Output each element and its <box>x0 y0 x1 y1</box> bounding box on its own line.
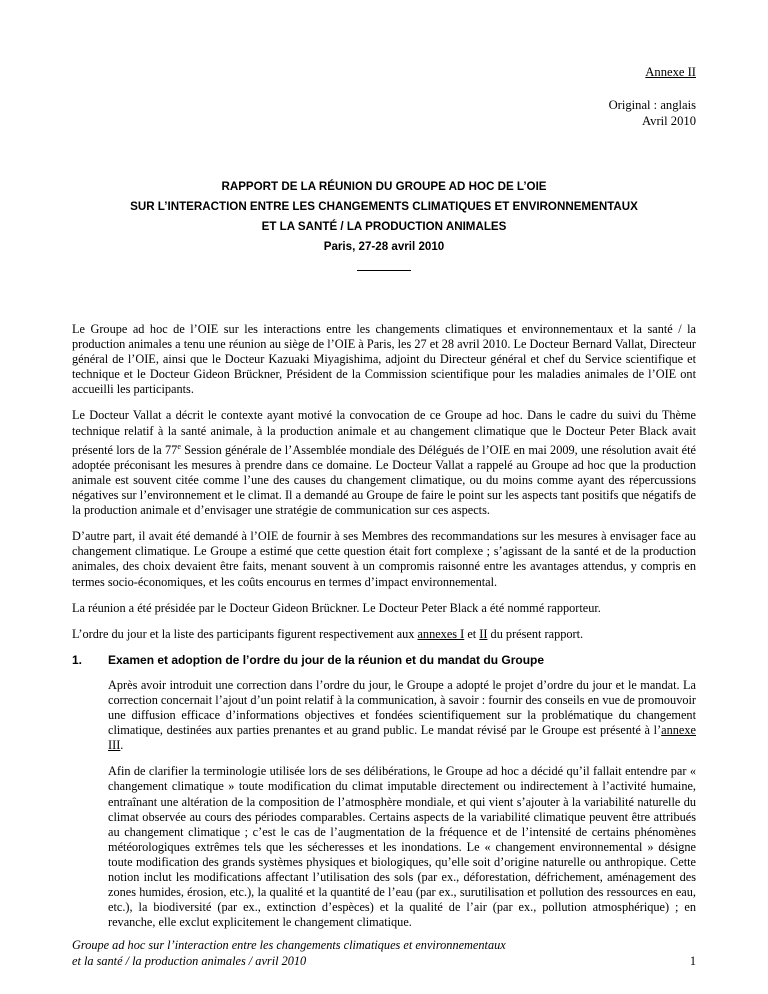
page-footer <box>72 938 696 969</box>
report-title <box>72 177 696 257</box>
title-line-3: ET LA SANTÉ / LA PRODUCTION ANIMALES <box>261 220 507 233</box>
title-line-2: SUR L’INTERACTION ENTRE LES CHANGEMENTS CLIMATIQUES ET ENVIRONNEMENTAUX <box>130 200 638 213</box>
section-1-heading <box>72 653 696 668</box>
paragraph-recommendations: D’autre part, il avait été demandé à l’OIE de fournir à ses Membres des recommandations sur les mesures à envisager face au changement climatique. Le Groupe a estimé que cette question était fort complexe ; s’agissant de la santé et de la production animales, des choix devaient être faits, menant souvent à un compromis raisonné entre les avantages attendus, y compris en termes socio-économiques, et les coûts encourus en termes d’impact environnemental. <box>72 529 696 589</box>
annex-ii-link[interactable]: II <box>479 626 488 641</box>
document-meta <box>609 98 696 129</box>
annex-label: Annexe II <box>645 65 696 79</box>
paragraph-intro: Le Groupe ad hoc de l’OIE sur les interactions entre les changements climatiques et environnementaux et la santé / la production animales a tenu une réunion au siège de l’OIE à Paris, les 27 et 28 avril 2010. Le Docteur Bernard Vallat, Directeur général de l’OIE, ainsi que le Docteur Kazuaki Miyagishima, adjoint du Directeur général et chef du Service scientifique et technique et le Docteur Gideon Brückner, Président de la Commission scientifique pour les maladies animales de l’OIE ont accueilli les participants. <box>72 322 696 397</box>
document-date: Avril 2010 <box>642 113 696 128</box>
title-line-1: RAPPORT DE LA RÉUNION DU GROUPE AD HOC DE L’OIE <box>221 180 547 193</box>
title-place-date: Paris, 27-28 avril 2010 <box>323 240 445 253</box>
paragraph-context: Le Docteur Vallat a décrit le contexte ayant motivé la convocation de ce Groupe ad hoc. Dans le cadre du suivi du Thème technique relatif à la santé animale, à la production animale et au changement climatique que le Docteur Peter Black avait présenté lors de la 77e Session générale de l’Assemblée mondiale des Délégués de l’OIE en mai 2009, une résolution avait été adoptée préconisant les mesures à prendre dans ce domaine. Le Docteur Vallat a rappelé au Groupe ad hoc que la production animale est souvent citée comme l’une des causes du changement climatique, ou du moins comme ayant des répercussions négatives sur l’environnement et le climat. Il a demandé au Groupe de faire le point sur les aspects tant positifs que négatifs de la production animale et d’envisager une stratégie de communication sur ces aspects. <box>72 408 696 518</box>
annex-iii-link[interactable]: annexe III <box>108 723 696 753</box>
paragraph-annexes: L’ordre du jour et la liste des participants figurent respectivement aux annexes I et II du présent rapport. <box>72 626 584 641</box>
page-number: 1 <box>689 954 696 968</box>
section-title: Examen et adoption de l’ordre du jour de la réunion et du mandat du Groupe <box>108 652 545 667</box>
section-1-paragraph-1: Après avoir introduit une correction dans l’ordre du jour, le Groupe a adopté le projet d’ordre du jour et le mandat. La correction concernait l’ajout d’un point relatif à la communication, à savoir : fournir des conseils en vue de promouvoir une diffusion efficace d’informations objectives et fondées scientifiquement sur la problématique du changement climatique, destinées aux parties prenantes et au grand public. Le mandat révisé par le Groupe est présenté à l’annexe III. <box>108 677 696 753</box>
section-number: 1. <box>72 652 83 667</box>
footer-line-1: Groupe ad hoc sur l’interaction entre les changements climatiques et environnementaux <box>72 938 506 952</box>
title-divider <box>357 270 411 271</box>
paragraph-chair: La réunion a été présidée par le Docteur Gideon Brückner. Le Docteur Peter Black a été nommé rapporteur. <box>72 600 601 615</box>
original-language: Original : anglais <box>608 98 696 112</box>
report-body <box>72 322 696 941</box>
annex-i-link[interactable]: annexes I <box>417 626 465 641</box>
footer-line-2: et la santé / la production animales / avril 2010 <box>72 953 307 968</box>
section-1-paragraph-2: Afin de clarifier la terminologie utilisée lors de ses délibérations, le Groupe ad hoc a décidé qu’il fallait entendre par « changement climatique » toute modification du climat imputable directement ou indirectement à l’activité humaine, entraînant une altération de la composition de l’atmosphère mondiale, et qui vient s’ajouter à la variabilité naturelle du climat observée au cours des périodes comparables. Certains aspects de la variabilité climatique peuvent être attribués au changement climatique ; c’est le cas de l’augmentation de la fréquence et de l’intensité de certains phénomènes météorologiques extrêmes tels que les sécheresses et les inondations. Le « changement environnemental » désigne toute modification des grands systèmes physiques et biologiques, qu’elle soit d’origine naturelle ou anthropique. Cette notion inclut les modifications affectant l’utilisation des sols (par ex., déforestation, défrichement, aménagement des zones humides, érosion, etc.), la qualité et la quantité de l’eau (par ex., surutilisation et pollution des ressources en eau, etc.), la biodiversité (par ex., extinction d’espèces) et la qualité de l’air (par ex., pollution atmosphérique) ; en revanche, elle exclut explicitement le changement climatique. <box>108 764 696 930</box>
